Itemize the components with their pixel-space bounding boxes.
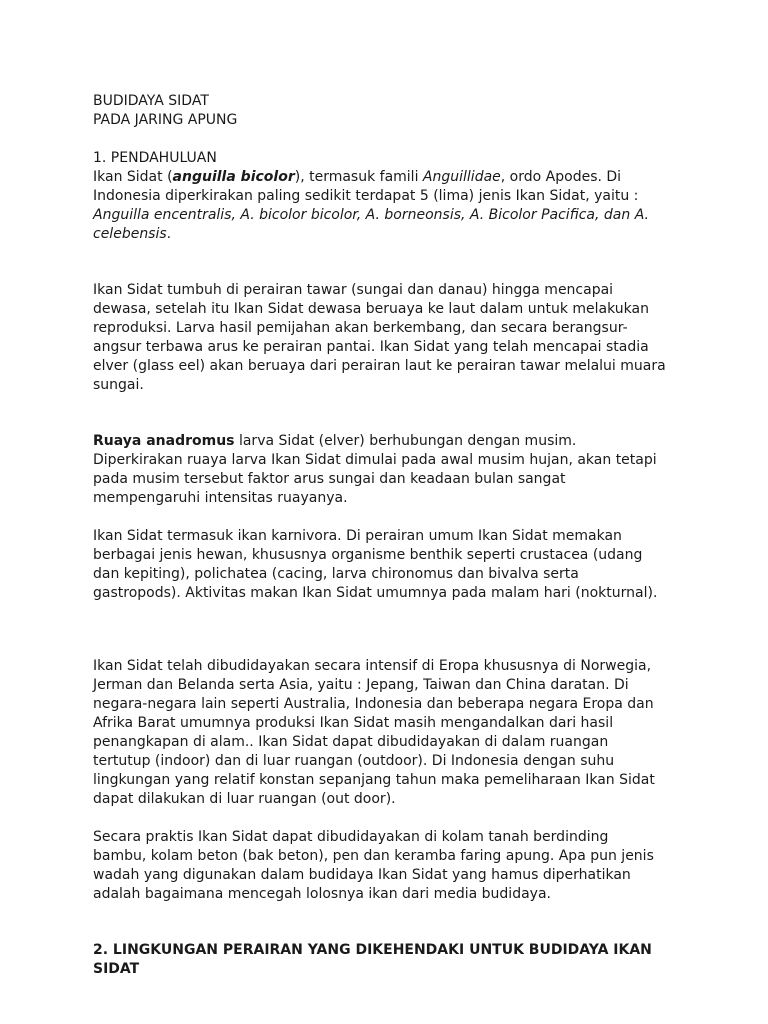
paragraph-1-line-2: Indonesia diperkirakan paling sedikit terdapat 5 (lima) jenis Ikan Sidat, yaitu : <box>93 188 639 204</box>
paragraph-line: tertutup (indoor) dan di luar ruangan (outdoor). Di Indonesia dengan suhu <box>93 753 615 769</box>
title-line-1: BUDIDAYA SIDAT <box>93 93 209 109</box>
paragraph-line: Ikan Sidat telah dibudidayakan secara intensif di Eropa khususnya di Norwegia, <box>93 658 652 674</box>
paragraph-line: Diperkirakan ruaya larva Ikan Sidat dimulai pada awal musim hujan, akan tetapi <box>93 452 657 468</box>
spacer <box>93 603 693 657</box>
paragraph-line: berbagai jenis hewan, khususnya organisme benthik seperti crustacea (udang <box>93 547 643 563</box>
spacer <box>93 904 693 941</box>
paragraph-line: elver (glass eel) akan beruaya dari perairan laut ke perairan tawar melalui muara <box>93 358 666 374</box>
title-line-2: PADA JARING APUNG <box>93 112 238 128</box>
section-2-heading-line-1: 2. LINGKUNGAN PERAIRAN YANG DIKEHENDAKI UNTUK BUDIDAYA IKAN <box>93 942 652 958</box>
paragraph-2 <box>93 281 693 395</box>
text-run: ), termasuk famili <box>294 169 423 185</box>
section-1-heading: 1. PENDAHULUAN <box>93 150 217 166</box>
paragraph-line: dewasa, setelah itu Ikan Sidat dewasa beruaya ke laut dalam untuk melakukan <box>93 301 649 317</box>
bold-term: Ruaya anadromus <box>93 433 235 449</box>
paragraph-line: Afrika Barat umumnya produksi Ikan Sidat masih mengandalkan dari hasil <box>93 715 614 731</box>
section-2-heading <box>93 941 693 979</box>
paragraph-line: Ikan Sidat termasuk ikan karnivora. Di perairan umum Ikan Sidat memakan <box>93 528 622 544</box>
paragraph-line: bambu, kolam beton (bak beton), pen dan keramba faring apung. Apa pun jenis <box>93 848 654 864</box>
document-title <box>93 92 693 130</box>
paragraph-line: lingkungan yang relatif konstan sepanjang tahun maka pemeliharaan Ikan Sidat <box>93 772 655 788</box>
text-run: Ikan Sidat ( <box>93 169 173 185</box>
paragraph-1 <box>93 168 693 244</box>
paragraph-5 <box>93 657 693 809</box>
paragraph-line: adalah bagaimana mencegah lolosnya ikan dari media budidaya. <box>93 886 551 902</box>
section-2-heading-line-2: SIDAT <box>93 961 140 977</box>
paragraph-line: dapat dilakukan di luar ruangan (out door). <box>93 791 396 807</box>
paragraph-line: gastropods). Aktivitas makan Ikan Sidat umumnya pada malam hari (nokturnal). <box>93 585 658 601</box>
paragraph-line: penangkapan di alam.. Ikan Sidat dapat dibudidayakan di dalam ruangan <box>93 734 609 750</box>
paragraph-line: mempengaruhi intensitas ruayanya. <box>93 490 348 506</box>
paragraph-line: angsur terbawa arus ke perairan pantai. Ikan Sidat yang telah mencapai stadia <box>93 339 649 355</box>
paragraph-1-line-1 <box>93 168 693 187</box>
spacer <box>93 809 693 828</box>
paragraph-line: Secara praktis Ikan Sidat dapat dibudidayakan di kolam tanah berdinding <box>93 829 609 845</box>
spacer <box>93 244 693 281</box>
species-name: celebensis <box>93 226 167 242</box>
text-run: . <box>166 226 172 242</box>
paragraph-1-line-4 <box>93 225 693 244</box>
text-run: , ordo Apodes. Di <box>500 169 622 185</box>
paragraph-line: sungai. <box>93 377 144 393</box>
paragraph-line: dan kepiting), polichatea (cacing, larva chironomus dan bivalva serta <box>93 566 579 582</box>
paragraph-1-line-3: Anguilla encentralis, A. bicolor bicolor, A. borneonsis, A. Bicolor Pacifica, dan A. <box>93 207 649 223</box>
paragraph-3 <box>93 432 693 508</box>
family-name: Anguillidae <box>422 169 501 185</box>
paragraph-line: Ikan Sidat tumbuh di perairan tawar (sungai dan danau) hingga mencapai <box>93 282 614 298</box>
paragraph-4 <box>93 527 693 603</box>
paragraph-3-line-1 <box>93 432 693 451</box>
paragraph-line: wadah yang digunakan dalam budidaya Ikan Sidat yang hamus diperhatikan <box>93 867 631 883</box>
document-page <box>93 92 693 979</box>
species-name: anguilla bicolor <box>172 169 295 185</box>
paragraph-6 <box>93 828 693 904</box>
spacer <box>93 395 693 432</box>
paragraph-line: negara-negara lain seperti Australia, Indonesia dan beberapa negara Eropa dan <box>93 696 654 712</box>
text-run: larva Sidat (elver) berhubungan dengan musim. <box>234 433 577 449</box>
paragraph-line: Jerman dan Belanda serta Asia, yaitu : Jepang, Taiwan dan China daratan. Di <box>93 677 629 693</box>
paragraph-line: reproduksi. Larva hasil pemijahan akan berkembang, dan secara berangsur- <box>93 320 628 336</box>
spacer <box>93 130 693 149</box>
spacer <box>93 508 693 527</box>
paragraph-line: pada musim tersebut faktor arus sungai dan keadaan bulan sangat <box>93 471 566 487</box>
